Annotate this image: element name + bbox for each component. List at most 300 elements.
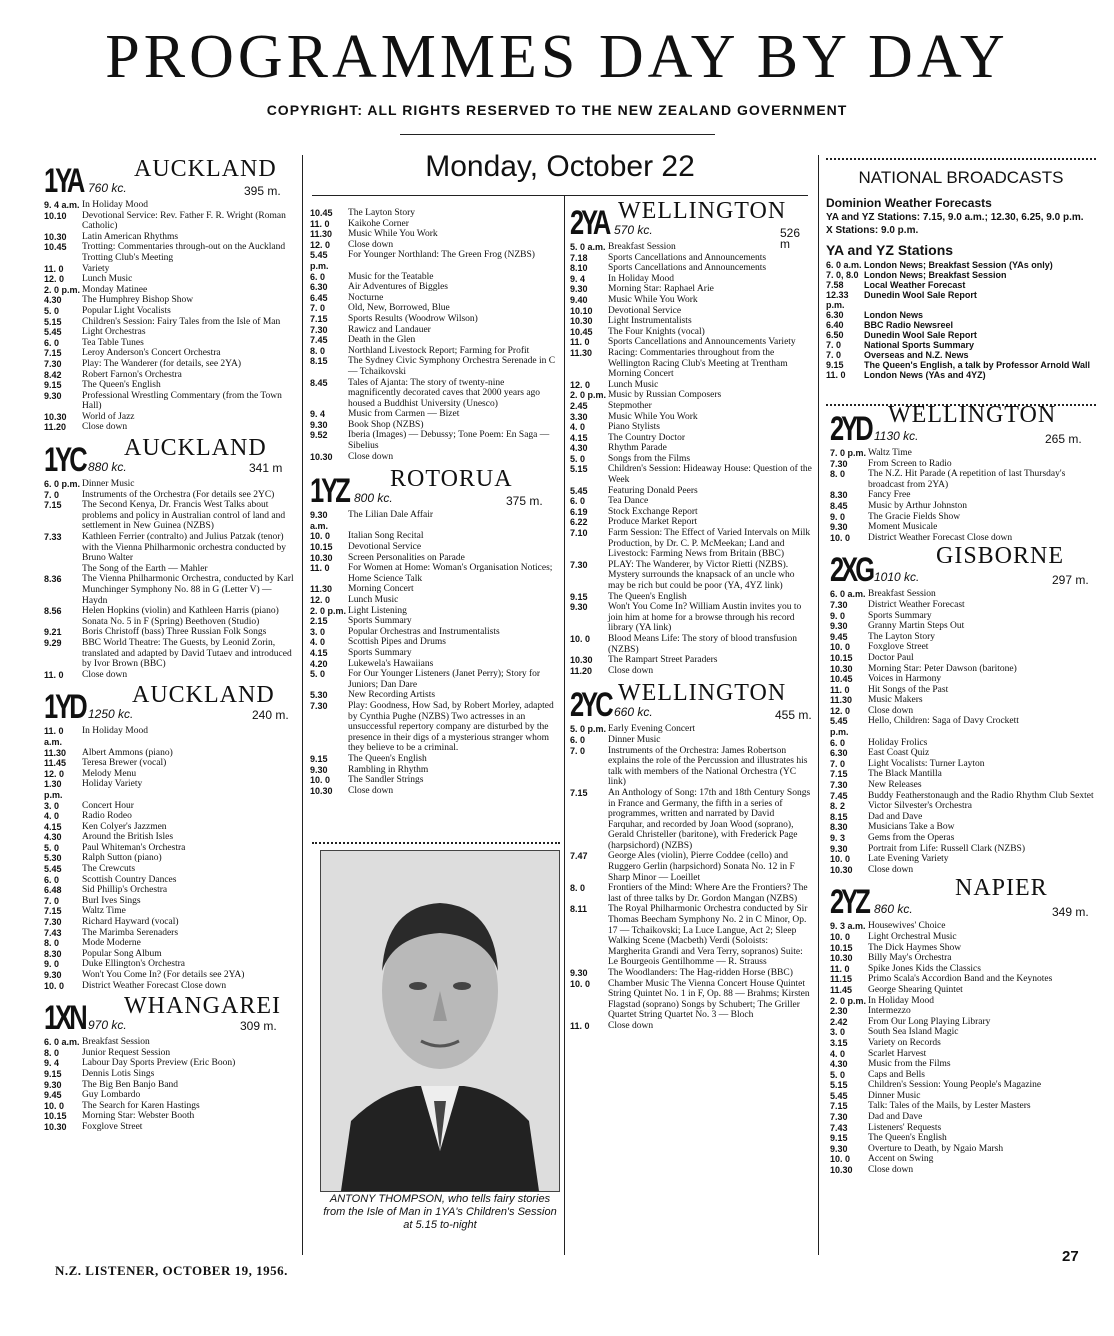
programme-item [830, 1006, 1096, 1017]
programme-title: Instruments of the Orchestra (For details see 2YC) [82, 489, 275, 500]
programme-time: 4.30 [44, 832, 62, 843]
programme-time: 7. 0 p.m. [830, 448, 867, 458]
programme-time: 4.15 [310, 647, 328, 658]
programme-item [830, 921, 1096, 932]
programme-item [830, 801, 1096, 812]
programme-title: Close down [868, 864, 914, 875]
programme-list [826, 260, 1096, 380]
column-4 [830, 402, 1096, 1176]
programme-title: Children's Session: Young People's Magazine [868, 1080, 1042, 1091]
programme-item [310, 219, 558, 230]
programme-title: Tales of Ajanta: The story of twenty-nine magnificently decorated caves that 2000 years ago housed a Buddhist University (Unesco) [348, 377, 541, 409]
programme-item [310, 250, 558, 271]
programme-time: 7.15 [44, 906, 62, 917]
station-wavelength: 455 m. [775, 708, 812, 723]
programme-title: In Holiday Mood [608, 273, 674, 284]
programme-item [570, 507, 812, 518]
page-number: 27 [1062, 1248, 1079, 1265]
programme-list [44, 726, 294, 991]
programme-title: Music by Arthur Johnston [868, 500, 967, 511]
programme-time: 11. 0 [44, 263, 64, 274]
programme-list [310, 208, 558, 462]
programme-title: Farm Session: The Effect of Varied Intervals on Milk Production, by Dr. C. P. McMeekan; Land and Livestock: Farming News from Britain (BBC) [608, 528, 811, 560]
station-call: 2XG [830, 551, 873, 590]
programme-time: 9.15 [570, 591, 588, 602]
programme-title: In Holiday Mood [868, 995, 934, 1006]
programme-time: 1.30 p.m. [44, 779, 63, 800]
programme-item [830, 985, 1096, 996]
programme-item [830, 1112, 1096, 1123]
programme-title: The Rampart Street Paraders [608, 655, 718, 666]
programme-title: London News [864, 310, 923, 320]
programme-time: 5.15 [570, 464, 588, 475]
programme-title: World of Jazz [82, 411, 135, 422]
station-name: GISBORNE [936, 543, 1065, 570]
programme-title: Leroy Anderson's Concert Orchestra [82, 348, 221, 359]
station-frequency: 1010 kc. [874, 570, 920, 585]
programme-item [44, 348, 294, 359]
programme-title: Morning Concert [348, 584, 414, 595]
programme-time: 10. 0 [310, 775, 331, 786]
programme-title: Old, New, Borrowed, Blue [348, 303, 450, 314]
programme-item [570, 735, 812, 746]
programme-time: 12. 0 [830, 705, 851, 716]
programme-item [826, 280, 1096, 290]
programme-time: 9. 4 [570, 273, 586, 284]
programme-title: Billy May's Orchestra [868, 953, 952, 964]
programme-title: Intermezzo [868, 1006, 911, 1017]
programme-title: PLAY: The Wanderer, by Victor Rietti (NZBS). Mystery surrounds the knapsack of an uncle who may be rich but could be poor (YA, 4YZ link) [608, 559, 795, 591]
programme-item [44, 479, 294, 490]
programme-title: Foxglove Street [82, 1121, 143, 1132]
programme-title: Morning Star: Webster Booth [82, 1111, 195, 1122]
programme-title: Death in the Glen [348, 335, 416, 346]
programme-item [310, 420, 558, 431]
programme-time: 11. 0 a.m. [44, 726, 64, 747]
programme-time: 7. 0 [44, 895, 60, 906]
programme-list [570, 242, 812, 676]
programme-item [570, 401, 812, 412]
programme-title: Blood Means Life: The story of blood transfusion (NZBS) [608, 633, 798, 655]
programme-item [570, 242, 812, 253]
programme-item [826, 320, 1096, 330]
programme-title: An Anthology of Song: 17th and 18th Century Songs in France and Germany, the fifth in a series of programmes, written and narrated by David Farquhar, and recorded by Joan Wood (soprano), Gerald Christeller (baritone), with Frederick Page (harpsichord) (NZBS) [608, 787, 811, 851]
station-call: 1YD [44, 688, 85, 727]
programme-time: 12. 0 [44, 274, 65, 285]
programme-title: The Layton Story [868, 631, 936, 642]
programme-item [830, 716, 1096, 737]
programme-title: Play: The Wanderer (for details, see 2YA) [82, 358, 242, 369]
programme-time: 4.30 [44, 295, 62, 306]
programme-time: 2.15 [310, 616, 328, 627]
station-call: 1XN [44, 999, 85, 1038]
programme-title: Moment Musicale [868, 522, 938, 533]
programme-time: 9. 4 [310, 409, 326, 420]
programme-item [830, 833, 1096, 844]
programme-item [44, 627, 294, 638]
programme-time: 8. 0 [44, 1047, 60, 1058]
programme-item [44, 327, 294, 338]
programme-item [570, 788, 812, 852]
programme-title: Stepmother [608, 400, 652, 411]
programme-item [826, 350, 1096, 360]
programme-time: 9. 3 a.m. [830, 921, 866, 932]
programme-time: 7. 0 [570, 745, 586, 756]
programme-item [44, 959, 294, 970]
programme-item [830, 822, 1096, 833]
programme-time: 3.30 [570, 411, 588, 422]
programme-title: Light Listening [348, 605, 407, 616]
programme-item [826, 370, 1096, 380]
programme-item [44, 1101, 294, 1112]
programme-item [310, 272, 558, 283]
programme-item [44, 896, 294, 907]
programme-item [44, 564, 294, 575]
programme-item [830, 611, 1096, 622]
programme-time: 4. 0 [830, 1048, 846, 1059]
programme-item [830, 533, 1096, 544]
programme-list [44, 200, 294, 433]
programme-item [830, 1165, 1096, 1176]
programme-title: In Holiday Mood [82, 726, 148, 737]
programme-title: Holiday Variety [82, 779, 143, 790]
programme-title: Music While You Work [608, 411, 698, 422]
programme-time: 7.15 [310, 313, 328, 324]
programme-time: 7.30 [44, 917, 62, 928]
programme-title: For Our Younger Listeners (Janet Perry); Story for Juniors; Dan Dare [348, 669, 541, 690]
station-header [310, 466, 558, 511]
programme-item [830, 664, 1096, 675]
programme-time: 5. 0 [570, 453, 586, 464]
programme-item [570, 486, 812, 497]
programme-title: Close down [868, 705, 914, 716]
programme-time: 6.30 [830, 748, 848, 759]
programme-title: Light Orchestral Music [868, 931, 957, 942]
programme-item [570, 634, 812, 655]
programme-time: 3.15 [830, 1037, 848, 1048]
programme-time: 5. 0 p.m. [570, 724, 607, 735]
programme-title: Close down [608, 1020, 654, 1031]
programme-item [570, 348, 812, 380]
column-2 [310, 208, 558, 796]
programme-time: 9.52 [310, 430, 328, 441]
programme-time: 7. 0 [826, 340, 842, 350]
station-name: WELLINGTON [618, 198, 787, 224]
programme-time: 8. 0 [830, 469, 846, 480]
programme-item [310, 690, 558, 701]
programme-time: 5.15 [44, 316, 62, 327]
programme-item [570, 655, 812, 666]
programme-item [310, 409, 558, 420]
programme-time: 4.30 [830, 1059, 848, 1070]
programme-item [830, 642, 1096, 653]
programme-item [830, 964, 1096, 975]
programme-item [830, 1091, 1096, 1102]
programme-item [310, 293, 558, 304]
programme-title: Concert Hour [82, 800, 134, 811]
programme-time: 9.30 [570, 968, 588, 978]
programme-title: Guy Lombardo [82, 1090, 141, 1101]
programme-title: New Releases [868, 780, 922, 791]
programme-item [310, 378, 558, 410]
programme-title: In Holiday Mood [82, 200, 148, 210]
programme-title: Voices in Harmony [868, 674, 942, 685]
programme-time: 8. 0 [44, 938, 60, 949]
programme-title: Dinner Music [868, 1090, 921, 1101]
programme-title: Popular Song Album [82, 948, 162, 959]
programme-time: 10.15 [830, 652, 853, 663]
programme-title: Popular Orchestras and Instrumentalists [348, 626, 500, 637]
programme-time: 10. 0 [570, 633, 591, 644]
programme-time: 6.40 [826, 320, 844, 330]
programme-time: 6. 0 a.m. [826, 260, 862, 270]
station-name: AUCKLAND [134, 156, 277, 182]
programme-title: For Younger Northland: The Green Frog (NZBS) [348, 250, 535, 261]
station-header [830, 402, 1096, 448]
programme-time: 10.30 [830, 663, 853, 674]
programme-item [830, 953, 1096, 964]
programme-title: Book Shop (NZBS) [348, 419, 424, 430]
programme-title: Music for the Teatable [348, 271, 434, 282]
programme-time: 9. 0 [830, 511, 846, 522]
programme-item [830, 1038, 1096, 1049]
programme-title: Boris Christoff (bass) Three Russian Folk Songs [82, 627, 267, 638]
programme-title: Frontiers of the Mind: Where Are the Frontiers? The last of three talks by Dr. Gordon Mangan (NZBS) [608, 883, 808, 904]
programme-item [830, 501, 1096, 512]
programme-title: Foxglove Street [868, 642, 929, 653]
programme-title: Latin American Rhythms [82, 231, 179, 242]
programme-time: 10.30 [310, 785, 333, 796]
programme-title: The Big Ben Banjo Band [82, 1079, 179, 1090]
programme-item [310, 627, 558, 638]
programme-time: 9.30 [830, 522, 848, 533]
programme-time: 4. 0 [570, 422, 586, 433]
programme-title: Devotional Service: Rev. Father F. R. Wright (Roman Catholic) [82, 210, 286, 232]
programme-title: Housewives' Choice [868, 921, 946, 932]
programme-time: 6. 0 [570, 734, 586, 745]
footer-issue: N.Z. LISTENER, OCTOBER 19, 1956. [55, 1263, 288, 1278]
station-wavelength: 240 m. [252, 708, 289, 723]
programme-item [570, 327, 812, 338]
programme-time: 9.15 [830, 1133, 848, 1144]
programme-item [570, 1021, 812, 1032]
programme-title: Around the British Isles [82, 832, 174, 843]
programme-title: Albert Ammons (piano) [82, 747, 173, 758]
programme-item [44, 875, 294, 886]
programme-item [44, 864, 294, 875]
programme-title: The Queen's English [348, 753, 427, 764]
programme-title: Screen Personalities on Parade [348, 552, 465, 563]
programme-item [830, 1027, 1096, 1038]
programme-time: 10.15 [830, 942, 853, 953]
programme-title: Northland Livestock Report; Farming for Profit [348, 345, 530, 356]
programme-title: The Queen's English, a talk by Professor Arnold Wall [864, 360, 1091, 370]
programme-time: 11.30 [830, 695, 853, 706]
programme-time: 10.15 [310, 542, 333, 553]
programme-time: 6. 0 a.m. [830, 589, 866, 600]
programme-item [310, 303, 558, 314]
programme-item [570, 337, 812, 348]
programme-time: 6. 0 [570, 496, 586, 507]
programme-item [44, 317, 294, 328]
programme-time: 2. 0 p.m. [570, 390, 607, 401]
programme-time: 2. 0 p.m. [44, 284, 81, 295]
programme-time: 10.30 [44, 411, 67, 422]
programme-time: 10.30 [570, 655, 593, 666]
programme-title: Music from Carmen — Bizet [348, 409, 460, 420]
station-call: 2YZ [830, 883, 868, 922]
station-frequency: 1130 kc. [874, 429, 919, 443]
programme-item [826, 360, 1096, 370]
programme-item [44, 638, 294, 670]
programme-title: Rambling in Rhythm [348, 764, 429, 775]
programme-time: 10. 0 [830, 1154, 851, 1165]
programme-item [44, 232, 294, 243]
programme-title: Radio Rodeo [82, 811, 132, 822]
programme-time: 8.11 [570, 904, 588, 915]
programme-title: Children's Session: Hideaway House: Question of the Week [608, 464, 812, 486]
column-3 [570, 200, 812, 1032]
programme-title: Children's Session: Fairy Tales from the Isle of Man [82, 316, 281, 327]
programme-time: 6. 0 [44, 874, 60, 885]
station-call: 1YZ [310, 472, 348, 511]
programme-title: Dad and Dave [868, 1112, 923, 1123]
programme-time: 12. 0 [310, 595, 331, 605]
programme-title: Breakfast Session [868, 589, 936, 600]
programme-item [830, 1144, 1096, 1155]
programme-title: The Queen's English [608, 591, 687, 602]
programme-time: 8.36 [44, 574, 62, 585]
programme-item [44, 391, 294, 412]
programme-item [44, 1037, 294, 1048]
programme-title: Piano Stylists [608, 422, 660, 433]
programme-time: 7.30 [310, 324, 328, 335]
programme-item [44, 295, 294, 306]
programme-item [44, 264, 294, 275]
station-call: 1YC [44, 441, 85, 480]
programme-title: Waltz Time [868, 448, 912, 458]
programme-item [310, 606, 558, 617]
programme-time: 5.45 [830, 1090, 848, 1101]
programme-title: The N.Z. Hit Parade (A repetition of last Thursday's broadcast from 2YA) [868, 469, 1066, 490]
programme-time: 10. 0 [830, 642, 851, 653]
programme-time: 5.45 [570, 485, 588, 496]
programme-item [570, 380, 812, 391]
programme-title: Stock Exchange Report [608, 506, 698, 517]
programme-time: 8.42 [44, 369, 62, 380]
programme-item [310, 563, 558, 584]
programme-title: For Women at Home: Woman's Organisation Notices; Home Science Talk [348, 563, 553, 584]
programme-title: From Screen to Radio [868, 458, 952, 469]
programme-item [830, 632, 1096, 643]
programme-item [570, 851, 812, 883]
portrait-image [321, 851, 559, 1191]
programme-title: The Crewcuts [82, 864, 136, 875]
programme-time: 11. 0 [570, 337, 590, 348]
programme-item [570, 904, 812, 968]
programme-title: BBC World Theatre: The Guests, by Leonid Zorin, translated and adapted by David Tutaev and introduced by Ivor Brown (BBC) [82, 637, 292, 670]
programme-title: Tea Table Tunes [82, 337, 144, 348]
programme-item [570, 496, 812, 507]
programme-title: Music by Russian Composers [608, 390, 722, 401]
programme-title: Sports Summary [348, 647, 412, 658]
programme-time: 2. 0 p.m. [830, 995, 867, 1006]
programme-time: 3. 0 [310, 626, 326, 637]
programme-title: Local Weather Forecast [864, 280, 966, 290]
programme-title: London News; Breakfast Session (YAs only) [864, 260, 1053, 270]
programme-time: 9.30 [44, 970, 62, 980]
day-title: Monday, October 22 [425, 150, 695, 183]
station-header [44, 682, 294, 727]
programme-title: National Sports Summary [864, 340, 975, 350]
programme-time: 10.30 [570, 316, 593, 327]
programme-item [830, 1123, 1096, 1134]
programme-time: 9. 3 [830, 833, 846, 843]
programme-title: Scarlet Harvest [868, 1048, 927, 1059]
programme-title: Caps and Bells [868, 1069, 925, 1080]
programme-item [570, 274, 812, 285]
programme-title: Dinner Music [82, 479, 135, 490]
programme-time: 8.30 [830, 822, 848, 833]
photo-caption: ANTONY THOMPSON, who tells fairy stories from the Isle of Man in 1YA's Children's Session at 5.15 to-night [323, 1193, 557, 1231]
programme-item [44, 242, 294, 263]
programme-title: Iberia (Images) — Debussy; Tone Poem: En Saga — Sibelius [348, 430, 550, 452]
programme-time: 10. 0 [830, 854, 851, 865]
programme-time: 7.18 [570, 252, 588, 263]
divider [826, 158, 1096, 160]
station-header [44, 435, 294, 480]
programme-time: 8.30 [830, 490, 848, 501]
programme-item [44, 801, 294, 812]
programme-item [310, 701, 558, 754]
programme-item [830, 780, 1096, 791]
station-wavelength: 349 m. [1052, 905, 1089, 920]
programme-item [570, 412, 812, 423]
programme-time: 4. 0 [310, 637, 326, 648]
weather-heading: Dominion Weather Forecasts [826, 196, 992, 210]
programme-title: The Sandler Strings [348, 775, 424, 786]
programme-item [310, 648, 558, 659]
programme-item [830, 865, 1096, 876]
programme-time: 9.30 [570, 602, 588, 613]
programme-time: 6. 0 [310, 271, 326, 282]
programme-item [44, 500, 294, 532]
programme-item [310, 346, 558, 357]
station-call: 2YC [570, 686, 611, 725]
station-call: 1YA [44, 162, 83, 200]
programme-item [570, 560, 812, 592]
programme-item [830, 685, 1096, 696]
programme-time: 8.56 [44, 606, 62, 617]
programme-item [570, 968, 812, 979]
programme-time: 7.30 [44, 358, 62, 369]
programme-item [830, 1017, 1096, 1028]
programme-item [830, 1080, 1096, 1091]
programme-title: Professional Wrestling Commentary (from the Town Hall) [82, 390, 282, 412]
programme-title: Breakfast Session [82, 1037, 150, 1048]
programme-item [830, 1154, 1096, 1165]
programme-time: 5. 0 [310, 669, 326, 680]
programme-title: The Country Doctor [608, 432, 686, 443]
station-frequency: 760 kc. [88, 181, 127, 195]
programme-item [44, 359, 294, 370]
programme-time: 9.30 [830, 843, 848, 854]
programme-time: 11. 0 [310, 563, 330, 574]
programme-item [310, 430, 558, 451]
divider [400, 134, 715, 135]
programme-item [310, 542, 558, 553]
programme-item [570, 464, 812, 485]
